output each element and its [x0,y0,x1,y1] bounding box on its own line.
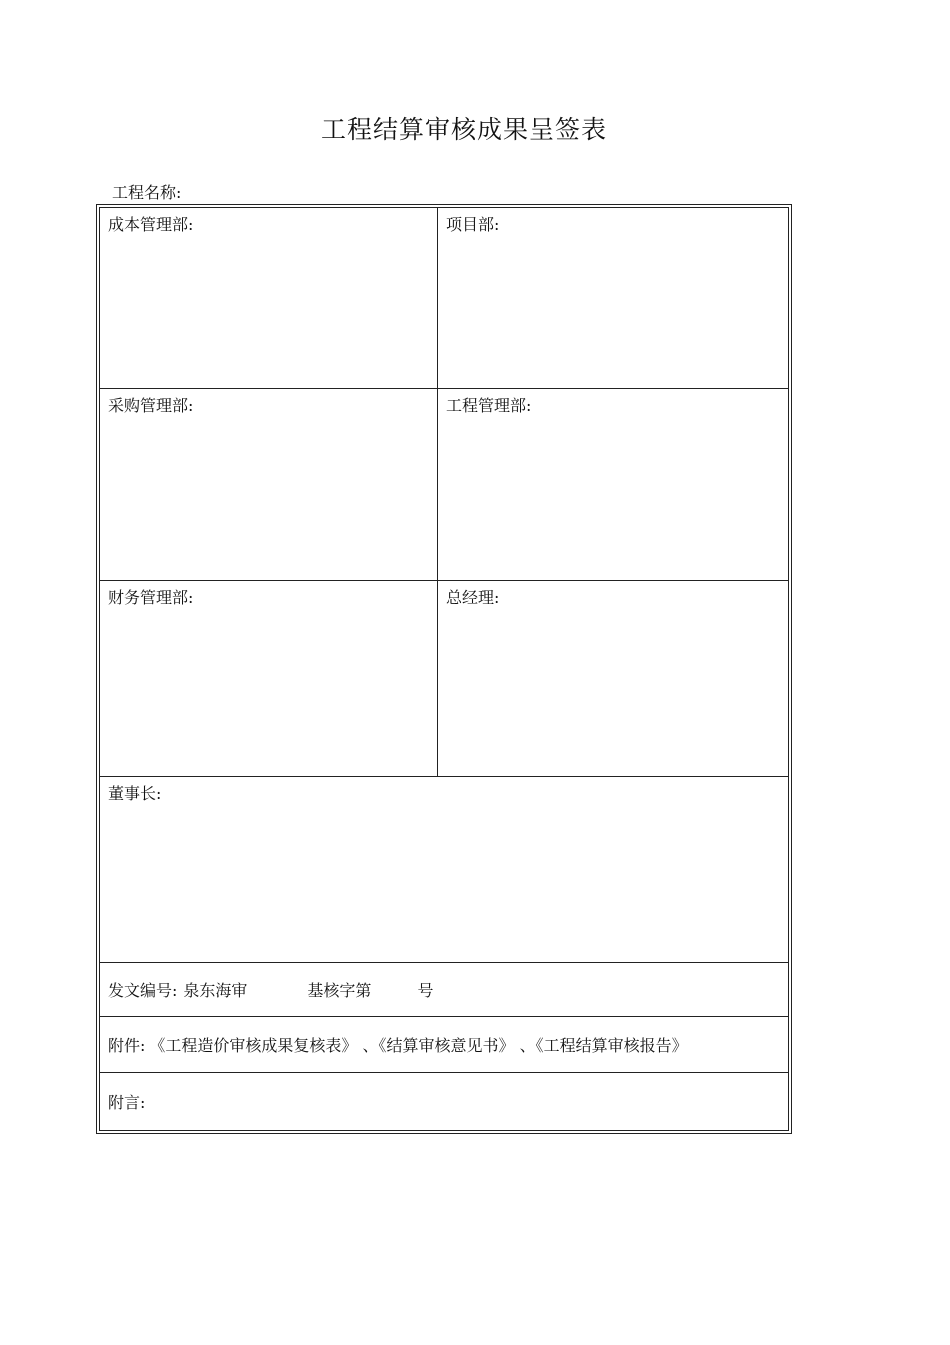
procurement-label: 采购管理部: [108,396,194,415]
chairman-cell[interactable] [100,777,788,962]
project-name-label: 工程名称: [112,183,182,202]
document-number-suffix: 号 [417,981,434,1000]
project-dept-cell[interactable] [438,208,788,388]
attachments-label: 附件: [108,1036,146,1055]
remarks-label: 附言: [108,1093,146,1112]
document-number-prefix: 泉东海审 [183,981,248,1000]
approval-form-grid [99,207,789,1131]
remarks-row[interactable] [100,1073,788,1130]
engineering-cell[interactable] [438,389,788,580]
approval-form [96,204,792,1134]
document-number-row[interactable] [100,963,788,1016]
document-number-middle: 基核字第 [307,981,372,1000]
general-manager-cell[interactable] [438,581,788,776]
finance-label: 财务管理部: [108,588,194,607]
cost-management-label: 成本管理部: [108,215,194,234]
attachments-row[interactable] [100,1017,788,1072]
project-dept-label: 项目部: [446,215,500,234]
general-manager-label: 总经理: [446,588,500,607]
chairman-label: 董事长: [108,784,162,803]
document-number-label: 发文编号: [108,981,178,1000]
procurement-cell[interactable] [100,389,437,580]
finance-cell[interactable] [100,581,437,776]
cost-management-cell[interactable] [100,208,437,388]
attachments-list: 《工程造价审核成果复核表》 、《结算审核意见书》 、《工程结算审核报告》 [149,1036,688,1055]
page-title: 工程结算审核成果呈签表 [320,115,607,144]
engineering-label: 工程管理部: [446,396,532,415]
